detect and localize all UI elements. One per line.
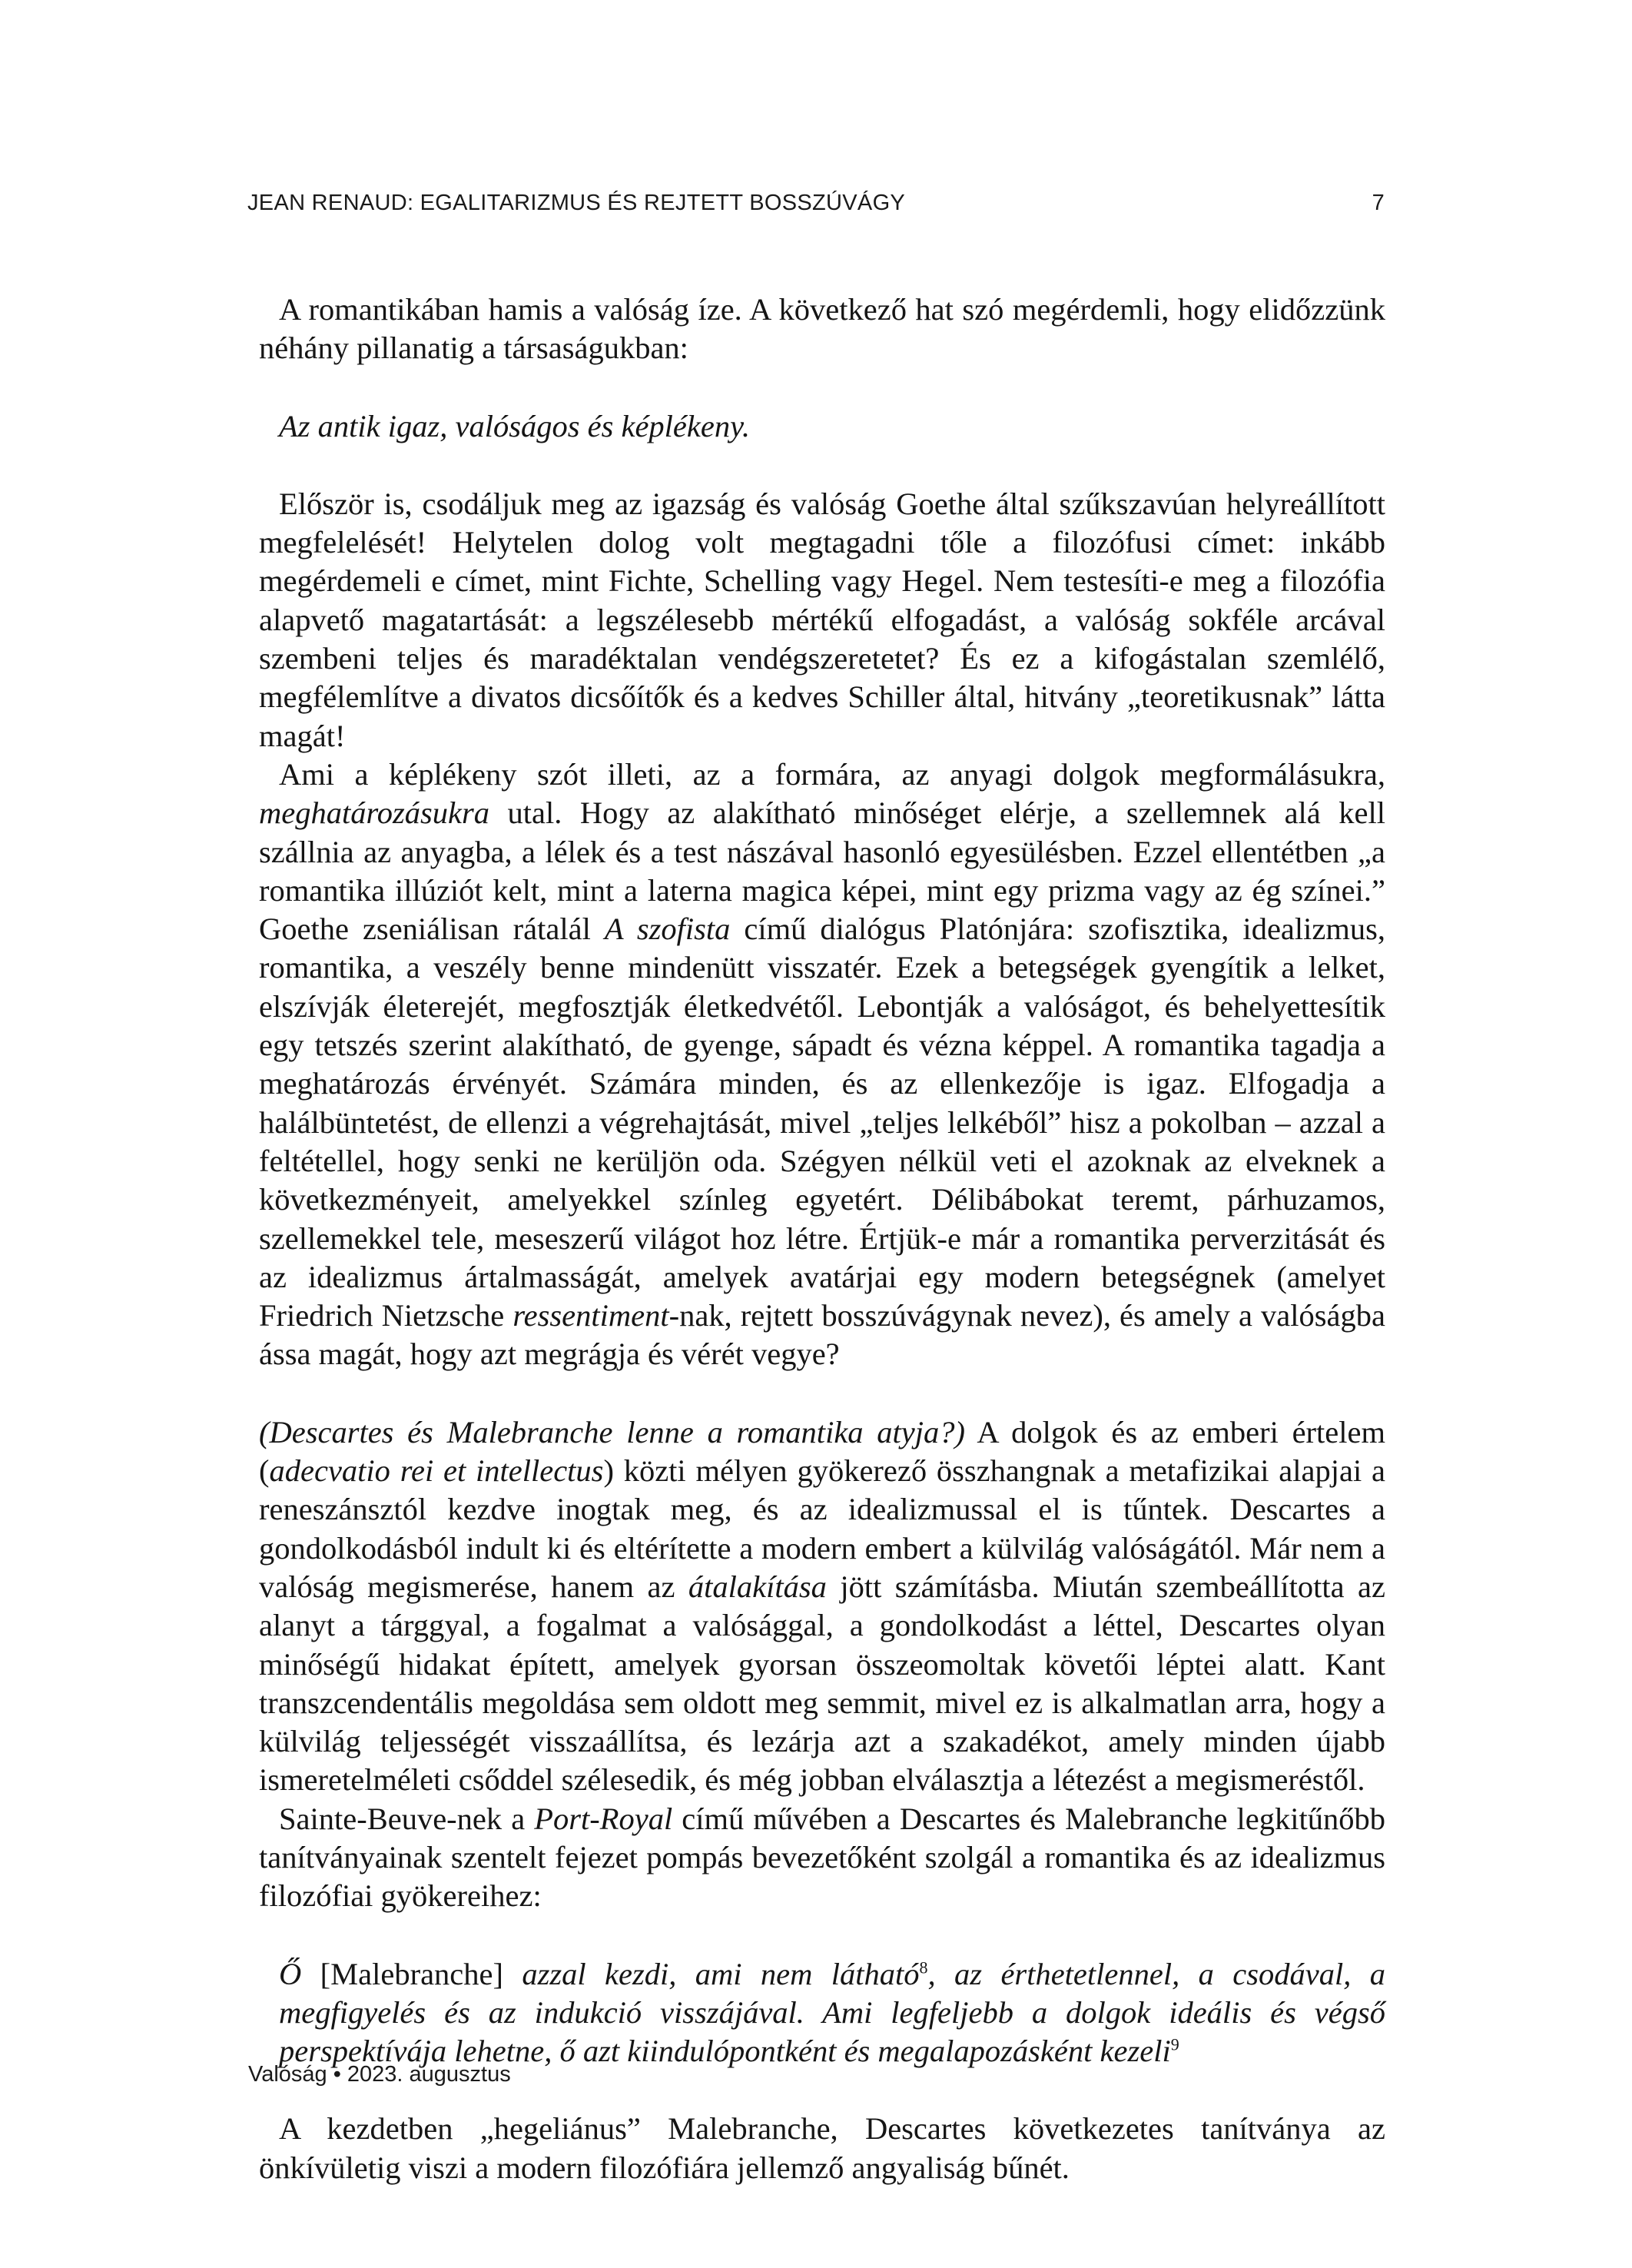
text-run: Ő xyxy=(279,1956,302,1991)
paragraph: Először is, csodáljuk meg az igazság és valóság Goethe által szűkszavúan helyreállított megfelelését! Helytelen dolog volt megtagadni tőle a filozófusi címet: inkább megérdemeli e címet, mint Fichte, Schelling vagy Hegel. Nem testesíti-e meg a filozófia alapvető magatartását: a legszélesebb mértékű elfogadást, a valóság sokféle arcával szembeni teljes és maradéktalan vendégszeretetet? És ez a kifogástalan szemlélő, megfélemlítve a divatos dicsőítők és a kedves Schiller által, hitvány „teoretikusnak” látta magát! xyxy=(259,486,1385,753)
footnote-ref[interactable]: 8 xyxy=(919,1958,928,1977)
text-run: [Malebranche] xyxy=(301,1956,522,1991)
text-run: ) közti mélyen gyökerező összhangnak a metafizikai alapjai a reneszánsztól kezdve inogtak meg, és az idealizmussal el is tűntek. Descartes a gondolkodásból indult ki és eltérítette a modern embert a külvilág valóságától. Már nem a valóság megismerése, hanem az xyxy=(259,1453,1385,1604)
block-quote: Az antik igaz, valóságos és képlékeny. xyxy=(279,408,750,443)
text-run: -nak, rejtett bosszúvágynak nevez), és amely a valóságba ássa magát, hogy azt megrágja és vérét vegye? xyxy=(259,1298,1386,1372)
paragraph: A kezdetben „hegeliánus” Malebranche, Descartes következetes tanítványa az önkívületig viszi a modern filozófiára jellemző angyaliság bűnét. xyxy=(259,2111,1385,2185)
block-quote xyxy=(259,1955,1385,2071)
italic-term: ressentiment xyxy=(512,1298,669,1333)
text-run: , az érthetetlennel, a csodával, a megfigyelés és az indukció visszájával. Ami legfeljebb a dolgok ideális és végső perspektívája lehetne, ő azt kiindulópontként és megalapozásként kezeli xyxy=(279,1956,1385,2069)
text-run: jött számításba. Miután szembeállította az alanyt a tárggyal, a fogalmat a valósággal, a gondolkodást a léttel, Descartes olyan minőségű hidakat épített, amelyek gyorsan összeomoltak követői léptei alatt. Kant transzcendentális megoldása sem oldott meg semmit, mivel ez is alkalmatlan arra, hogy a külvilág teljességét visszaállítsa, és lezárja azt a szakadékot, amely minden újabb ismeretelméleti csőddel szélesedik, és még jobban elválasztja a létezést a megismeréstől. xyxy=(259,1569,1385,1798)
footer: Valóság • 2023. augusztus xyxy=(248,2062,511,2087)
text-run: A dolgok és az emberi értelem ( xyxy=(259,1414,1385,1489)
italic-term: adecvatio rei et intellectus xyxy=(269,1453,604,1489)
paragraph: A romantikában hamis a valóság íze. A következő hat szó megérdemli, hogy elidőzzünk néhány pillanatig a társaságukban: xyxy=(259,292,1385,366)
text-run: azzal kezdi, ami nem látható xyxy=(522,1956,920,1991)
italic-title: A szofista xyxy=(604,912,731,947)
paragraph xyxy=(259,755,1385,1374)
paragraph-section-start xyxy=(259,1413,1385,1800)
text-run: utal. Hogy az alakítható minőséget elérje, a szellemnek alá kell szállnia az anyagba, a lélek és a test nászával hasonló egyesülésben. Ezzel ellentétben „a romantika illúziót kelt, mint a laterna magica képei, mint egy prizma vagy az ég színei.” Goethe zseniálisan rátalál xyxy=(259,795,1385,947)
article-body xyxy=(259,291,1385,2187)
text-run: című művében a Descartes és Malebranche legkitűnőbb tanítványainak szentelt fejezet pompás bevezetőként szolgál a romantika és az idealizmus filozófiai gyökereihez: xyxy=(259,1801,1386,1914)
italic-term: átalakítása xyxy=(688,1569,827,1604)
text-run: Sainte-Beuve-nek a xyxy=(279,1801,535,1836)
italic-term: meghatározásukra xyxy=(259,795,489,831)
italic-title: Port-Royal xyxy=(534,1801,673,1836)
page-number: 7 xyxy=(1372,191,1385,215)
footnote-ref[interactable]: 9 xyxy=(1170,2034,1179,2054)
text-run: című dialógus Platónjára: szofisztika, idealizmus, romantika, a veszély benne mindenütt visszatér. Ezek a betegségek gyengítik a lelket, elszívják életerejét, megfosztják életkedvétől. Lebontják a valóságot, és behelyettesítik egy tetszés szerint alakítható, de gyenge, sápadt és vézna képpel. A romantika tagadja a meghatározás érvényét. Számára minden, és az ellenkezője is igaz. Elfogadja a halálbüntetést, de ellenzi a végrehajtását, mivel „teljes lelkéből” hisz a pokolban – azzal a feltétellel, hogy senki ne kerüljön oda. Szégyen nélkül veti el azoknak az elveknek a következményeit, amelyekkel színleg egyetért. Délibábokat teremt, párhuzamos, szellemekkel tele, meseszerű világot hoz létre. Értjük-e már a romantika perverzitását és az idealizmus ártalmasságát, amelyek avatárjai egy modern betegségnek (amelyet Friedrich Nietzsche xyxy=(259,912,1386,1333)
text-run: Ami a képlékeny szót illeti, az a formára, az anyagi dolgok megformálásukra, xyxy=(279,756,1385,792)
paragraph xyxy=(259,1800,1385,1916)
running-header xyxy=(247,191,1385,216)
section-question: (Descartes és Malebranche lenne a romantika atyja?) xyxy=(259,1414,965,1449)
running-title: JEAN RENAUD: EGALITARIZMUS ÉS REJTETT BOSSZÚVÁGY xyxy=(247,191,906,215)
